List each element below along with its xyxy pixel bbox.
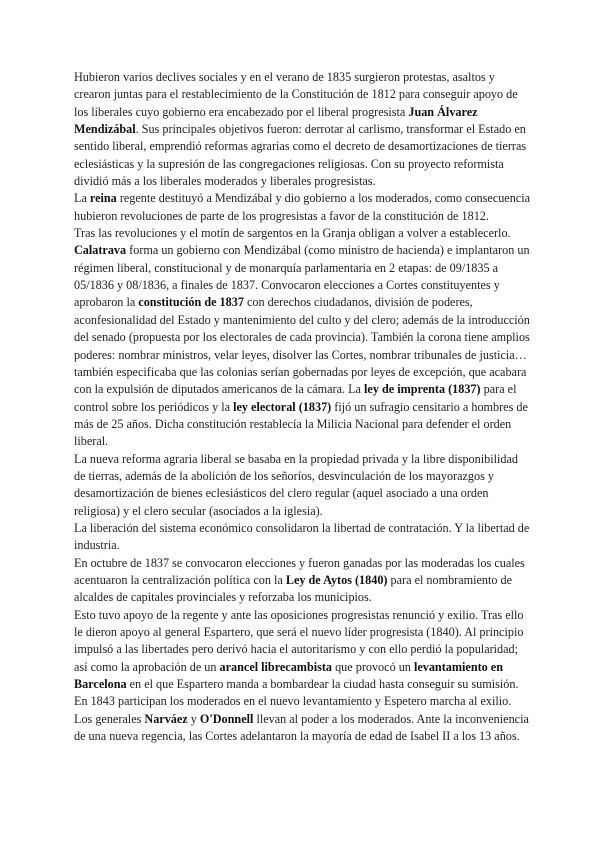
text-run: que provocó un <box>332 659 414 674</box>
text-run: En octubre de 1837 se convocaron elecciones y fueron ganadas por las moderadas los cuales acentuaron la centralización política con la <box>74 555 525 587</box>
text-run: La <box>74 191 90 206</box>
bold-text: Juan Álvarez Mendizábal <box>74 104 478 137</box>
text-run: fijó un sufragio censitario a hombres de más de 25 años. Dicha constitución restablecía la Milicia Nacional para defender el orden liberal. <box>74 399 528 449</box>
text-run: Hubieron varios declives sociales y en el verano de 1835 surgieron protestas, asaltos y crearon juntas para el restablecimiento de la Constitución de 1812 para conseguir apoyo de los liberales cuyo gobierno era encabezado por el liberal progresista <box>74 70 518 119</box>
paragraph <box>74 190 530 225</box>
text-run: Esto tuvo apoyo de la regente y ante las oposiciones progresistas renunció y exilio. Tras ello le dieron apoyo al general Espartero, que será el nuevo líder progresista (1840). Al principio impulsó a las libertades pero derivó hacia el autoritarismo y con ello perdió la popularidad; así como la aprobación de un <box>74 607 524 674</box>
paragraph <box>74 693 530 745</box>
paragraph <box>74 225 530 450</box>
text-run: regente destituyó a Mendizábal y dio gobierno a los moderados, como consecuencia hubieron revoluciones de parte de los progresistas a favor de la constitución de 1812. <box>74 191 530 223</box>
bold-text: reina <box>89 191 117 206</box>
paragraph <box>74 451 530 520</box>
document-body <box>74 69 530 745</box>
text-run: Tras las revoluciones y el motín de sargentos en la Granja obligan a volver a establecerlo. <box>74 226 511 241</box>
paragraph <box>74 607 530 694</box>
paragraph <box>74 69 530 190</box>
bold-text: O'Donnell <box>199 711 254 726</box>
text-run: forma un gobierno con Mendizábal (como ministro de hacienda) e implantaron un régimen liberal, constitucional y de monarquía parlamentaria en 2 etapas: de 09/1835 a 05/1836 y 08/1836, a finales de 1837. Convocaron elecciones a Cortes constituyentes y aprobaron la <box>74 243 530 310</box>
text-run: para el control sobre los periódicos y la <box>74 382 517 414</box>
text-run: en el que Espartero manda a bombardear la ciudad hasta conseguir su sumisión. <box>126 677 519 692</box>
bold-text: ley electoral (1837) <box>233 399 332 414</box>
bold-text: levantamiento en Barcelona <box>74 659 503 692</box>
text-run: con derechos ciudadanos, división de poderes, aconfesionalidad del Estado y mantenimiento del culto y del clero; además de la introducción del senado (propuesta por los electorales de cada provincia). También la corona tiene amplios poderes: nombrar ministros, velar leyes, disolver las Cortes, nombrar tribunales de justicia… también especificaba que las colonias serían gobernadas por leyes de excepción, que acabara con la expulsión de diputados americanos de la cámara. La <box>74 295 530 397</box>
text-run: y <box>187 711 200 726</box>
text-run: llevan al poder a los moderados. Ante la inconveniencia de una nueva regencia, las Cortes adelantaron la mayoría de edad de Isabel II a los 13 años. <box>74 711 529 744</box>
bold-text: arancel librecambista <box>219 659 333 674</box>
bold-text: constitución de 1837 <box>138 295 244 310</box>
paragraph <box>74 555 530 607</box>
text-run: para el nombramiento de alcaldes de capitales provinciales y reforzaba los municipios. <box>74 572 513 605</box>
text-run: En 1843 participan los moderados en el nuevo levantamiento y Espetero marcha al exilio. Los generales <box>74 694 512 726</box>
text-run: La liberación del sistema económico consolidaron la libertad de contratación. Y la libertad de industria. <box>74 520 530 553</box>
bold-text: Narváez <box>144 711 188 726</box>
text-run: La nueva reforma agraria liberal se basaba en la propiedad privada y la libre disponibilidad de tierras, además de la abolición de los señoríos, desvinculación de los mayorazgos y desamortización de bienes eclesiásticos del clero regular (aquel asociado a una orden religiosa) y el clero secular (asociados a la iglesia). <box>74 451 518 518</box>
bold-text: ley de imprenta (1837) <box>364 382 481 397</box>
text-run: . Sus principales objetivos fueron: derrotar al carlismo, transformar el Estado en sentido liberal, emprendió reformas agrarias como el decreto de desamortizaciones de tierras eclesiásticas y la supresión de las congregaciones religiosas. Con su proyecto reformista dividió más a los liberales moderados y liberales progresistas. <box>74 122 527 189</box>
bold-text: Ley de Aytos (1840) <box>285 572 388 587</box>
paragraph <box>74 520 530 555</box>
bold-text: Calatrava <box>74 243 127 258</box>
